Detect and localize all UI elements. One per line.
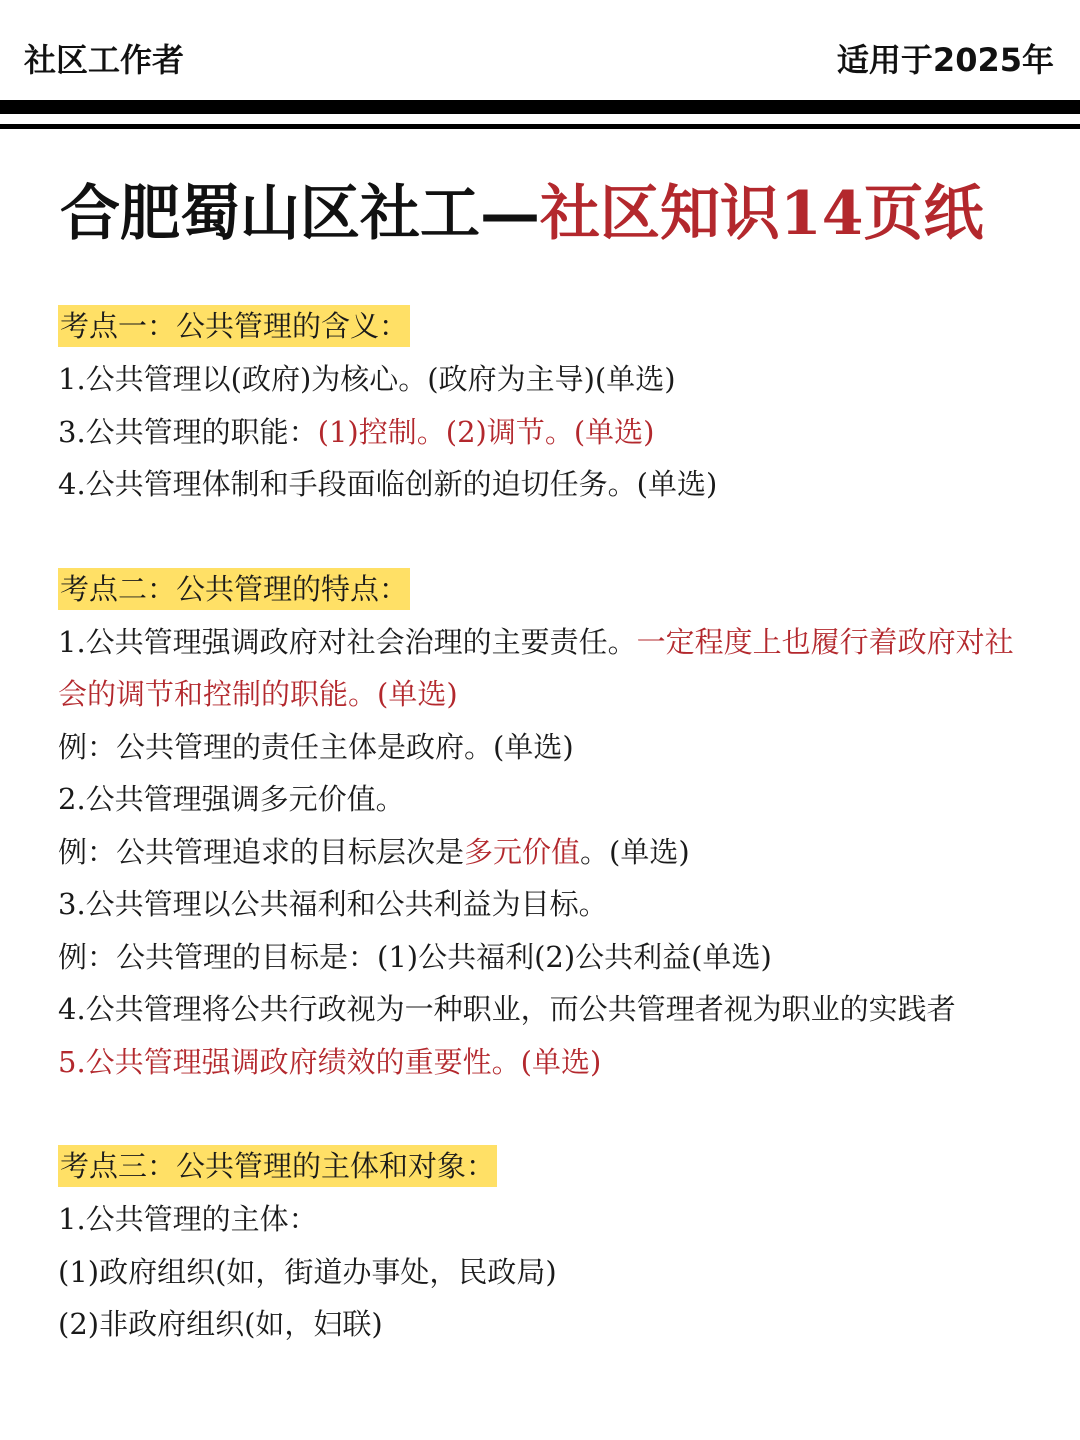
line-text: 3.公共管理以公共福利和公共利益为目标。 <box>58 887 608 921</box>
content <box>58 300 1028 1351</box>
line-text: (2)非政府组织(如，妇联) <box>58 1307 383 1341</box>
line-text: 1.公共管理以(政府)为核心。(政府为主导)(单选) <box>58 362 676 396</box>
list-item <box>58 1193 1028 1246</box>
section-2 <box>58 563 1028 1089</box>
line-text: 2.公共管理强调多元价值。 <box>58 782 405 816</box>
list-item <box>58 721 1028 774</box>
header-category: 社区工作者 <box>24 41 185 79</box>
line-text: 4.公共管理将公共行政视为一种职业，而公共管理者视为职业的实践者 <box>58 992 956 1026</box>
divider-thin <box>0 124 1080 129</box>
list-item <box>58 931 1028 984</box>
line-text: 例：公共管理的目标是：(1)公共福利(2)公共利益(单选) <box>58 939 772 974</box>
section-3 <box>58 1140 1028 1351</box>
line-text-red: (1)控制。(2)调节。(单选) <box>317 414 655 449</box>
section-1 <box>58 300 1028 511</box>
line-text: 3.公共管理的职能： <box>58 414 318 449</box>
line-text: 1.公共管理强调政府对社会治理的主要责任。 <box>58 624 637 659</box>
list-item <box>58 1246 1028 1299</box>
line-text-red: 多元价值 <box>464 834 581 869</box>
list-item <box>58 826 1028 879</box>
divider-thick <box>0 100 1080 114</box>
list-item <box>58 406 1028 459</box>
line-text-red: 5.公共管理强调政府绩效的重要性。(单选) <box>58 1044 602 1079</box>
line-text: (1)政府组织(如，街道办事处，民政局) <box>58 1254 557 1289</box>
list-item <box>58 458 1028 511</box>
section-heading: 考点三：公共管理的主体和对象： <box>58 1145 497 1187</box>
top-bar <box>0 0 1080 100</box>
list-item <box>58 878 1028 931</box>
line-text-tail: 。(单选) <box>580 834 690 869</box>
line-text: 例：公共管理的责任主体是政府。(单选) <box>58 729 574 764</box>
line-text: 1.公共管理的主体： <box>58 1202 318 1236</box>
page-title <box>60 172 1040 256</box>
line-text: 例：公共管理追求的目标层次是 <box>58 834 465 869</box>
line-text: 4.公共管理体制和手段面临创新的迫切任务。(单选) <box>58 467 718 501</box>
list-item <box>58 1298 1028 1351</box>
line-text-red: 一定程度上也履行着政府对社会的调节和控制的职能。(单选) <box>58 624 1014 711</box>
list-item <box>58 353 1028 406</box>
list-item <box>58 983 1028 1036</box>
list-item <box>58 773 1028 826</box>
list-item <box>58 616 1028 721</box>
header-year: 适用于2025年 <box>836 41 1054 79</box>
section-heading: 考点二：公共管理的特点： <box>58 568 410 610</box>
section-heading: 考点一：公共管理的含义： <box>58 305 410 347</box>
title-red: 社区知识14页纸 <box>540 179 984 249</box>
list-item <box>58 1036 1028 1089</box>
title-black: 合肥蜀山区社工— <box>60 179 540 249</box>
